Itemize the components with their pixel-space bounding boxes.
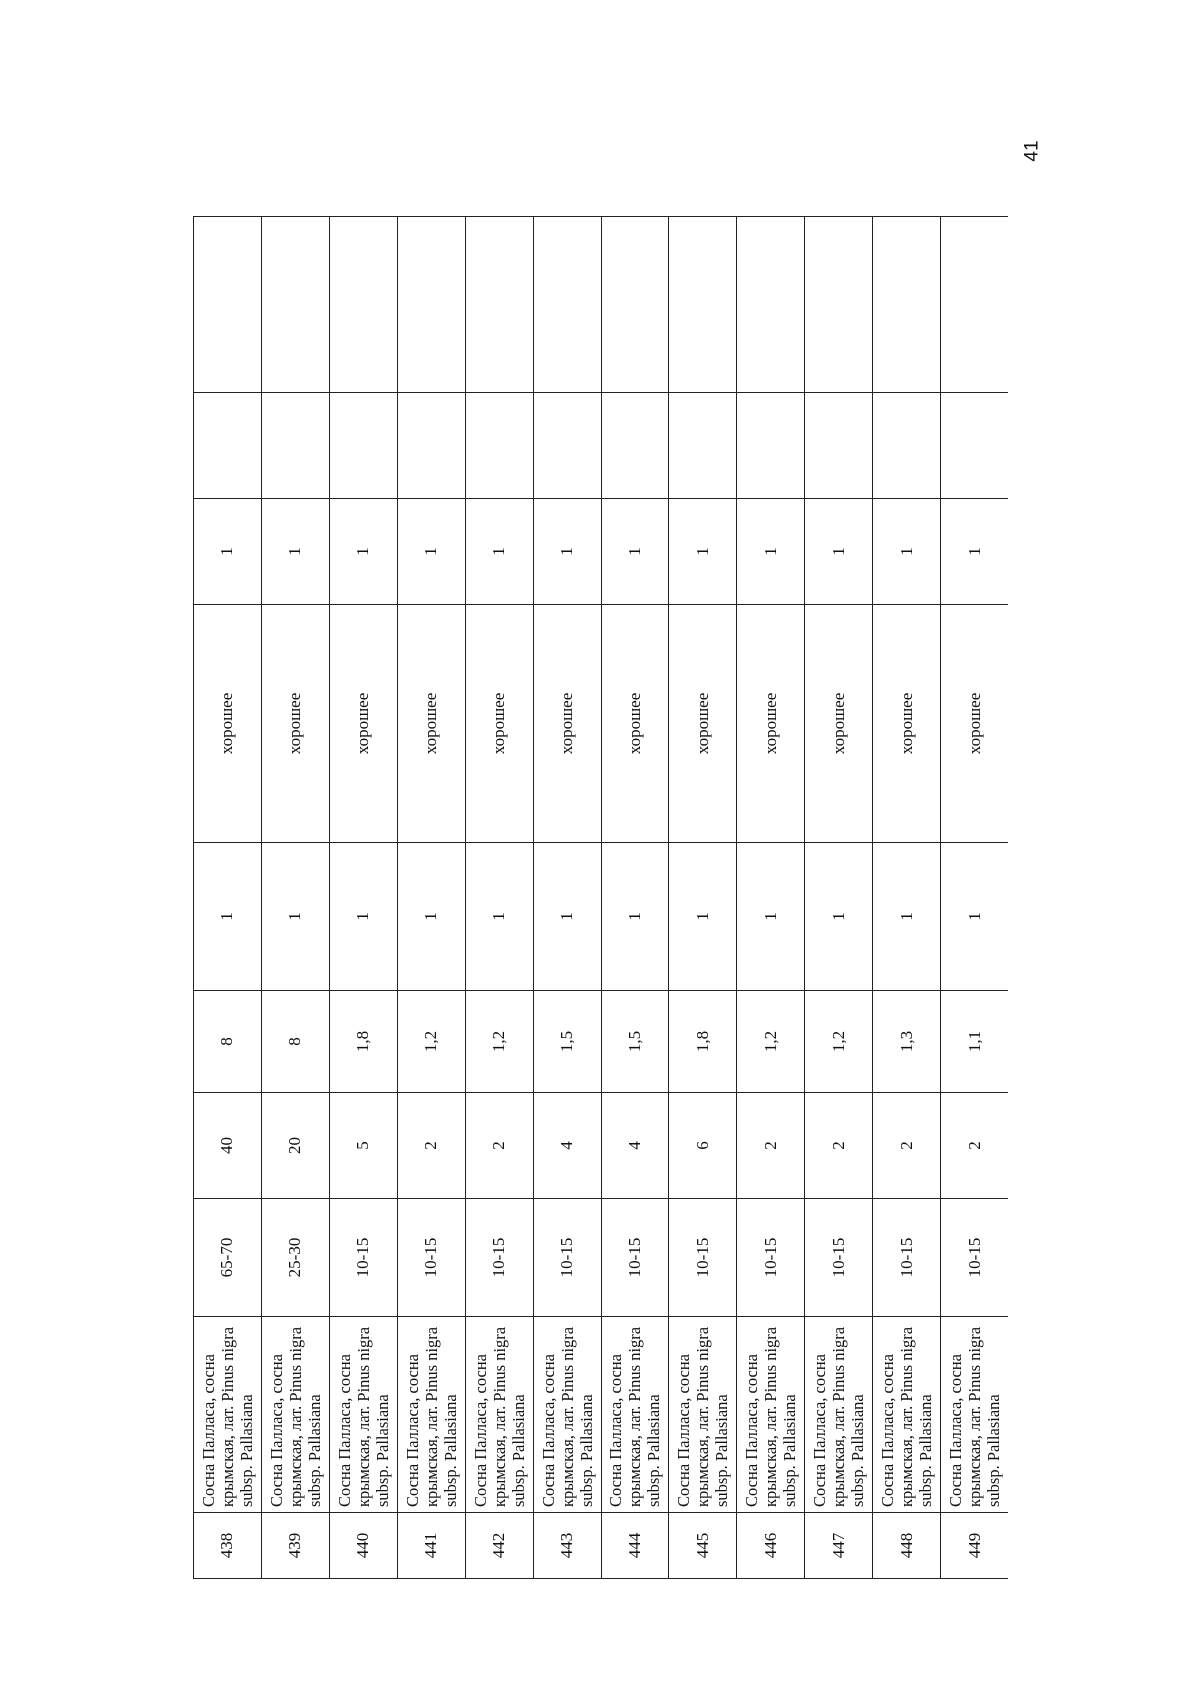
empty-cell [805, 217, 873, 393]
species-name: Сосна Палласа, сосна крымская, лат. Pinus nigra subsp. Pallasiana [737, 1317, 805, 1513]
table-container [193, 217, 1008, 1579]
empty-cell [941, 217, 1008, 393]
height-value: 5 [329, 1093, 397, 1199]
empty-cell [941, 393, 1008, 499]
age-range: 10-15 [737, 1199, 805, 1317]
diameter-value: 1,2 [397, 991, 465, 1093]
species-name: Сосна Палласа, сосна крымская, лат. Pinus nigra subsp. Pallasiana [465, 1317, 533, 1513]
empty-cell [194, 393, 262, 499]
age-range: 10-15 [873, 1199, 941, 1317]
diameter-value: 1,3 [873, 991, 941, 1093]
age-range: 10-15 [533, 1199, 601, 1317]
condition-value: хорошее [261, 605, 329, 843]
table-row [329, 217, 397, 1579]
row-number: 445 [669, 1513, 737, 1579]
quantity-value: 1 [397, 499, 465, 605]
diameter-value: 1,2 [737, 991, 805, 1093]
count-value: 1 [737, 843, 805, 991]
species-name: Сосна Палласа, сосна крымская, лат. Pinus nigra subsp. Pallasiana [329, 1317, 397, 1513]
empty-cell [397, 393, 465, 499]
height-value: 20 [261, 1093, 329, 1199]
row-number: 444 [601, 1513, 669, 1579]
table-row [465, 217, 533, 1579]
diameter-value: 1,5 [601, 991, 669, 1093]
age-range: 10-15 [329, 1199, 397, 1317]
table-body [194, 217, 1009, 1579]
count-value: 1 [533, 843, 601, 991]
diameter-value: 1,8 [669, 991, 737, 1093]
diameter-value: 1,1 [941, 991, 1008, 1093]
empty-cell [533, 393, 601, 499]
condition-value: хорошее [397, 605, 465, 843]
age-range: 65-70 [194, 1199, 262, 1317]
table-row [601, 217, 669, 1579]
diameter-value: 1,2 [465, 991, 533, 1093]
height-value: 6 [669, 1093, 737, 1199]
age-range: 10-15 [465, 1199, 533, 1317]
quantity-value: 1 [601, 499, 669, 605]
count-value: 1 [465, 843, 533, 991]
age-range: 10-15 [601, 1199, 669, 1317]
species-name: Сосна Палласа, сосна крымская, лат. Pinus nigra subsp. Pallasiana [194, 1317, 262, 1513]
condition-value: хорошее [465, 605, 533, 843]
age-range: 10-15 [397, 1199, 465, 1317]
count-value: 1 [941, 843, 1008, 991]
species-name: Сосна Палласа, сосна крымская, лат. Pinus nigra subsp. Pallasiana [261, 1317, 329, 1513]
count-value: 1 [194, 843, 262, 991]
empty-cell [669, 393, 737, 499]
diameter-value: 1,5 [533, 991, 601, 1093]
condition-value: хорошее [805, 605, 873, 843]
diameter-value: 8 [261, 991, 329, 1093]
height-value: 4 [601, 1093, 669, 1199]
table-row [397, 217, 465, 1579]
age-range: 25-30 [261, 1199, 329, 1317]
row-number: 438 [194, 1513, 262, 1579]
rotated-table [193, 217, 1008, 1579]
empty-cell [601, 393, 669, 499]
table-row [941, 217, 1008, 1579]
quantity-value: 1 [737, 499, 805, 605]
quantity-value: 1 [465, 499, 533, 605]
table-row [805, 217, 873, 1579]
quantity-value: 1 [261, 499, 329, 605]
condition-value: хорошее [737, 605, 805, 843]
diameter-value: 8 [194, 991, 262, 1093]
page-number: 41 [1021, 140, 1043, 162]
condition-value: хорошее [873, 605, 941, 843]
count-value: 1 [261, 843, 329, 991]
quantity-value: 1 [329, 499, 397, 605]
count-value: 1 [397, 843, 465, 991]
height-value: 2 [805, 1093, 873, 1199]
empty-cell [397, 217, 465, 393]
height-value: 2 [397, 1093, 465, 1199]
row-number: 440 [329, 1513, 397, 1579]
empty-cell [805, 393, 873, 499]
row-number: 448 [873, 1513, 941, 1579]
table-row [669, 217, 737, 1579]
age-range: 10-15 [669, 1199, 737, 1317]
species-name: Сосна Палласа, сосна крымская, лат. Pinus nigra subsp. Pallasiana [601, 1317, 669, 1513]
height-value: 2 [737, 1093, 805, 1199]
empty-cell [329, 393, 397, 499]
condition-value: хорошее [194, 605, 262, 843]
quantity-value: 1 [873, 499, 941, 605]
species-name: Сосна Палласа, сосна крымская, лат. Pinus nigra subsp. Pallasiana [941, 1317, 1008, 1513]
species-name: Сосна Палласа, сосна крымская, лат. Pinus nigra subsp. Pallasiana [397, 1317, 465, 1513]
quantity-value: 1 [941, 499, 1008, 605]
condition-value: хорошее [941, 605, 1008, 843]
diameter-value: 1,8 [329, 991, 397, 1093]
empty-cell [194, 217, 262, 393]
empty-cell [261, 217, 329, 393]
row-number: 441 [397, 1513, 465, 1579]
row-number: 447 [805, 1513, 873, 1579]
empty-cell [873, 217, 941, 393]
empty-cell [669, 217, 737, 393]
age-range: 10-15 [941, 1199, 1008, 1317]
empty-cell [737, 217, 805, 393]
empty-cell [737, 393, 805, 499]
count-value: 1 [329, 843, 397, 991]
empty-cell [601, 217, 669, 393]
condition-value: хорошее [601, 605, 669, 843]
condition-value: хорошее [329, 605, 397, 843]
diameter-value: 1,2 [805, 991, 873, 1093]
height-value: 2 [941, 1093, 1008, 1199]
count-value: 1 [601, 843, 669, 991]
row-number: 446 [737, 1513, 805, 1579]
empty-cell [873, 393, 941, 499]
empty-cell [329, 217, 397, 393]
species-name: Сосна Палласа, сосна крымская, лат. Pinus nigra subsp. Pallasiana [873, 1317, 941, 1513]
quantity-value: 1 [194, 499, 262, 605]
empty-cell [533, 217, 601, 393]
condition-value: хорошее [669, 605, 737, 843]
table-row [737, 217, 805, 1579]
height-value: 2 [465, 1093, 533, 1199]
empty-cell [465, 393, 533, 499]
count-value: 1 [873, 843, 941, 991]
row-number: 439 [261, 1513, 329, 1579]
quantity-value: 1 [805, 499, 873, 605]
height-value: 40 [194, 1093, 262, 1199]
empty-cell [465, 217, 533, 393]
species-name: Сосна Палласа, сосна крымская, лат. Pinus nigra subsp. Pallasiana [805, 1317, 873, 1513]
quantity-value: 1 [533, 499, 601, 605]
count-value: 1 [669, 843, 737, 991]
empty-cell [261, 393, 329, 499]
row-number: 442 [465, 1513, 533, 1579]
age-range: 10-15 [805, 1199, 873, 1317]
count-value: 1 [805, 843, 873, 991]
table-row [533, 217, 601, 1579]
quantity-value: 1 [669, 499, 737, 605]
row-number: 443 [533, 1513, 601, 1579]
species-name: Сосна Палласа, сосна крымская, лат. Pinus nigra subsp. Pallasiana [669, 1317, 737, 1513]
table-row [261, 217, 329, 1579]
height-value: 2 [873, 1093, 941, 1199]
height-value: 4 [533, 1093, 601, 1199]
condition-value: хорошее [533, 605, 601, 843]
table-row [873, 217, 941, 1579]
table-row [194, 217, 262, 1579]
species-name: Сосна Палласа, сосна крымская, лат. Pinus nigra subsp. Pallasiana [533, 1317, 601, 1513]
trees-table [193, 216, 1008, 1579]
row-number: 449 [941, 1513, 1008, 1579]
